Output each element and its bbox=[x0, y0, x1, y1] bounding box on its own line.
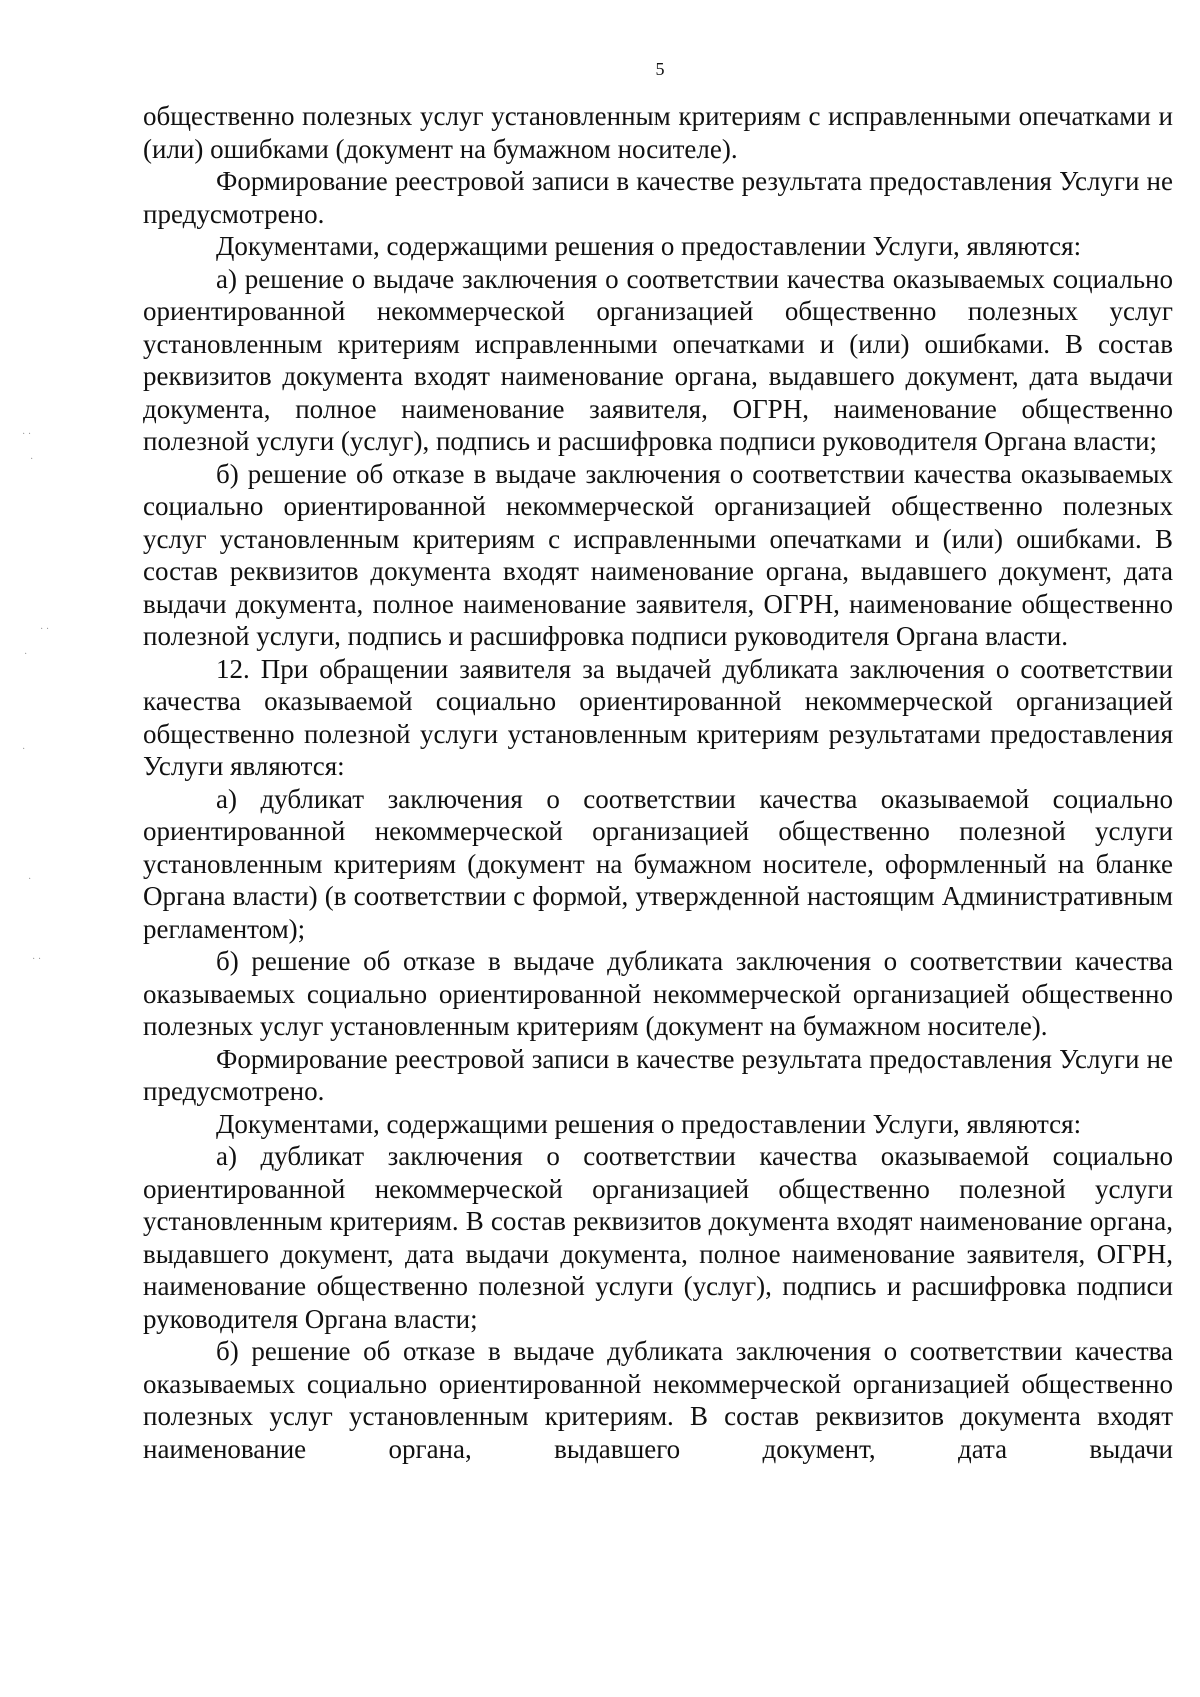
section-12-paragraph: 12. При обращении заявителя за выдачей дубликата заключения о соответствии качества оказываемой социально ориентированной некоммерческой организацией общественно полезной услуги установленным критериям результатами предоставления Услуги являются: bbox=[143, 653, 1173, 781]
paragraph: Документами, содержащими решения о предоставлении Услуги, являются: bbox=[216, 231, 1082, 261]
list-item: б) решение об отказе в выдаче заключения о соответствии качества оказываемых социально ориентированной некоммерческой организацией общественно полезных услуг установленным критериям с исправленными опечатками и (или) ошибками. В состав реквизитов документа входят наименование органа, выдавшего документ, дата выдачи документа, полное наименование заявителя, ОГРН, наименование общественно полезной услуги, подпись и расшифровка подписи руководителя Органа власти. bbox=[143, 458, 1173, 651]
document-body bbox=[143, 100, 1173, 1465]
paragraph: общественно полезных услуг установленным критериям с исправленными опечатками и (или) ошибками (документ на бумажном носителе). bbox=[143, 101, 1173, 164]
list-item: б) решение об отказе в выдаче дубликата заключения о соответствии качества оказываемых социально ориентированной некоммерческой организацией общественно полезных услуг установленным критериям. В состав реквизитов документа входят наименование органа, выдавшего документ, дата выдачи bbox=[143, 1336, 1173, 1464]
scan-speck-mark: · · bbox=[22, 429, 32, 440]
scan-speck-mark: · bbox=[24, 649, 28, 660]
list-item: а) дубликат заключения о соответствии качества оказываемой социально ориентированной некоммерческой организацией общественно полезной услуги установленным критериям. В состав реквизитов документа входят наименование органа, выдавшего документ, дата выдачи документа, полное наименование заявителя, ОГРН, наименование общественно полезной услуги (услуг), подпись и расшифровка подписи руководителя Органа власти; bbox=[143, 1141, 1173, 1334]
scan-speck-mark: · bbox=[22, 744, 26, 755]
paragraph: Документами, содержащими решения о предоставлении Услуги, являются: bbox=[216, 1108, 1082, 1139]
paragraph: Формирование реестровой записи в качестве результата предоставления Услуги не предусмотрено. bbox=[143, 1043, 1173, 1106]
list-item: а) решение о выдаче заключения о соответствии качества оказываемых социально ориентированной некоммерческой организацией общественно полезных услуг установленным критериям исправленными опечатками и (или) ошибками. В состав реквизитов документа входят наименование органа, выдавшего документ, дата выдачи документа, полное наименование заявителя, ОГРН, наименование общественно полезной услуги (услуг), подпись и расшифровка подписи руководителя Органа власти; bbox=[143, 263, 1173, 456]
paragraph: Формирование реестровой записи в качестве результата предоставления Услуги не предусмотрено. bbox=[143, 166, 1173, 229]
list-item: б) решение об отказе в выдаче дубликата заключения о соответствии качества оказываемых социально ориентированной некоммерческой организацией общественно полезных услуг установленным критериям (документ на бумажном носителе). bbox=[143, 946, 1173, 1041]
scan-speck-mark: · bbox=[28, 874, 32, 885]
scan-speck-mark: · bbox=[30, 454, 34, 465]
page-number: 5 bbox=[655, 59, 665, 79]
scan-speck-mark: · · bbox=[40, 624, 50, 635]
list-item: а) дубликат заключения о соответствии качества оказываемой социально ориентированной некоммерческой организацией общественно полезной услуги установленным критериям (документ на бумажном носителе, оформленный на бланке Органа власти) (в соответствии с формой, утвержденной настоящим Административным регламентом); bbox=[143, 783, 1173, 944]
scan-speck-mark: · · bbox=[32, 954, 42, 965]
